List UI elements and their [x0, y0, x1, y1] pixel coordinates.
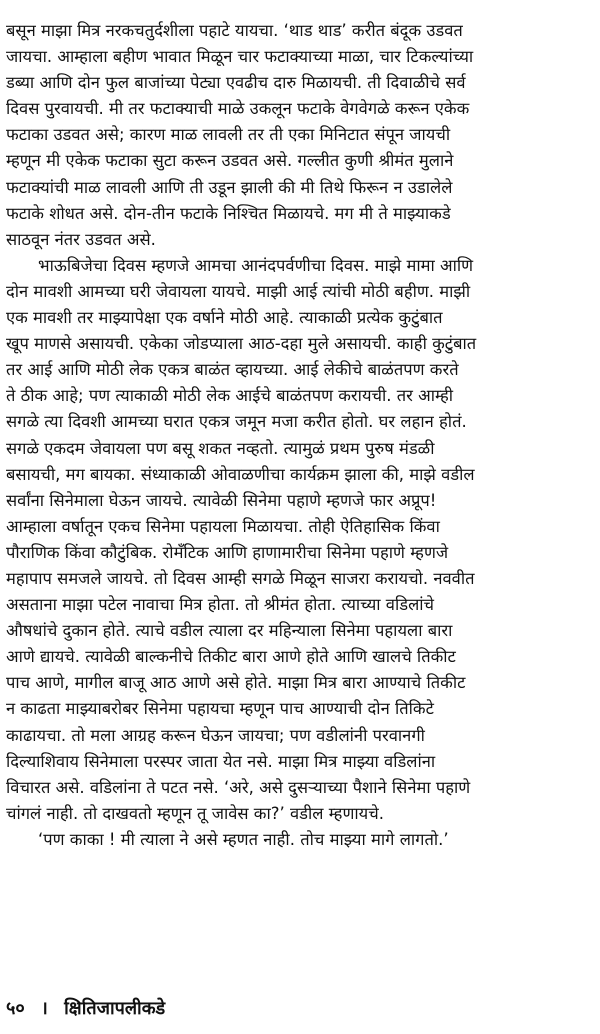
text-line: आम्हाला वर्षातून एकच सिनेमा पहायला मिळायचा. तोही ऐतिहासिक किंवा [6, 516, 440, 536]
paragraph-start-line: ‘पण काका ! मी त्याला ने असे म्हणत नाही. तोच माझ्या मागे लागतो.’ [38, 829, 449, 849]
text-line: तर आई आणि मोठी लेक एकत्र बाळंत व्हायच्या. आई लेकीचे बाळंतपण करते [6, 360, 459, 380]
body-text [6, 18, 592, 853]
text-line: फटाका उडवत असे; कारण माळ लावली तर ती एका मिनिटात संपून जायची [6, 125, 451, 145]
footer-separator: । [41, 998, 48, 1019]
text-line: आणे द्यायचे. त्यावेळी बाल्कनीचे तिकीट बारा आणे होते आणि खालचे तिकीट [6, 647, 456, 667]
text-line: बसून माझा मित्र नरकचतुर्दशीला पहाटे यायचा. ‘थाड थाड’ करीत बंदूक उडवत [6, 21, 463, 40]
text-line: डब्या आणि दोन फुल बाजांच्या पेट्या एवढीच दारु मिळायची. ती दिवाळीचे सर्व [6, 73, 466, 93]
text-line: दिल्याशिवाय सिनेमाला परस्पर जाता येत नसे. माझा मित्र माझ्या वडिलांना [6, 751, 436, 771]
text-line: विचारत असे. वडिलांना ते पटत नसे. ‘अरे, असे दुसऱ्याच्या पैशाने सिनेमा पहाणे [6, 777, 471, 797]
text-line: फटाक्यांची माळ लावली आणि ती उडून झाली की मी तिथे फिरून न उडालेले [6, 177, 453, 197]
paragraph-start-line: भाऊबिजेचा दिवस म्हणजे आमचा आनंदपर्वणीचा दिवस. माझे मामा आणि [38, 255, 474, 275]
text-line: महापाप समजले जायचे. तो दिवस आम्ही सगळे मिळून साजरा करायचो. नववीत [6, 568, 475, 588]
text-line: पौराणिक किंवा कौटुंबिक. रोमँटिक आणि हाणामारीचा सिनेमा पहाणे म्हणजे [6, 542, 449, 562]
text-line: काढायचा. तो मला आग्रह करून घेऊन जायचा; पण वडीलांनी परवानगी [6, 725, 425, 745]
text-line: ते ठीक आहे; पण त्याकाळी मोठी लेक आईचे बाळंतपण करायची. तर आम्ही [6, 386, 454, 406]
text-line: फटाके शोधत असे. दोन-तीन फटाके निश्चित मिळायचे. मग मी ते माझ्याकडे [6, 203, 451, 223]
text-line: असताना माझा पटेल नावाचा मित्र होता. तो श्रीमंत होता. त्याच्या वडिलांचे [6, 595, 435, 615]
text-line: म्हणून मी एकेक फटाका सुटा करून उडवत असे. गल्लीत कुणी श्रीमंत मुलाने [6, 151, 454, 171]
text-line: दोन मावशी आमच्या घरी जेवायला यायचे. माझी आई त्यांची मोठी बहीण. माझी [6, 281, 471, 301]
text-line: सगळे एकदम जेवायला पण बसू शकत नव्हतो. त्यामुळं प्रथम पुरुष मंडळी [6, 438, 435, 458]
text-line: बसायची, मग बायका. संध्याकाळी ओवाळणीचा कार्यक्रम झाला की, माझे वडील [6, 464, 475, 484]
text-line: खूप माणसे असायची. एकेका जोडप्याला आठ-दहा मुले असायची. काही कुटुंबात [6, 334, 477, 354]
text-line: एक मावशी तर माझ्यापेक्षा एक वर्षाने मोठी आहे. त्याकाळी प्रत्येक कुटुंबात [6, 308, 443, 328]
text-line: पाच आणे, मागील बाजू आठ आणे असे होते. माझा मित्र बारा आण्याचे तिकीट [6, 673, 466, 693]
text-line: साठवून नंतर उडवत असे. [6, 229, 156, 249]
page-number: ५० [6, 998, 25, 1019]
text-line: सगळे त्या दिवशी आमच्या घरात एकत्र जमून मजा करीत होतो. घर लहान होतं. [6, 412, 467, 432]
page-footer [6, 996, 165, 1020]
text-line: न काढता माझ्याबरोबर सिनेमा पहायचा म्हणून पाच आण्याची दोन तिकिटे [6, 699, 434, 719]
text-line: औषधांचे दुकान होते. त्याचे वडील त्याला दर महिन्याला सिनेमा पहायला बारा [6, 621, 453, 641]
text-line: जायचा. आम्हाला बहीण भावात मिळून चार फटाक्याच्या माळा, चार टिकल्यांच्या [6, 47, 474, 67]
text-line: चांगलं नाही. तो दाखवतो म्हणून तू जावेस का?’ वडील म्हणायचे. [6, 803, 384, 823]
text-line: दिवस पुरवायची. मी तर फटाक्याची माळे उकलून फटाके वेगवेगळे करून एकेक [6, 99, 470, 119]
text-line: सर्वांना सिनेमाला घेऊन जायचे. त्यावेळी सिनेमा पहाणे म्हणजे फार अप्रूप! [6, 490, 437, 510]
book-title: क्षितिजापलीकडे [64, 998, 166, 1019]
